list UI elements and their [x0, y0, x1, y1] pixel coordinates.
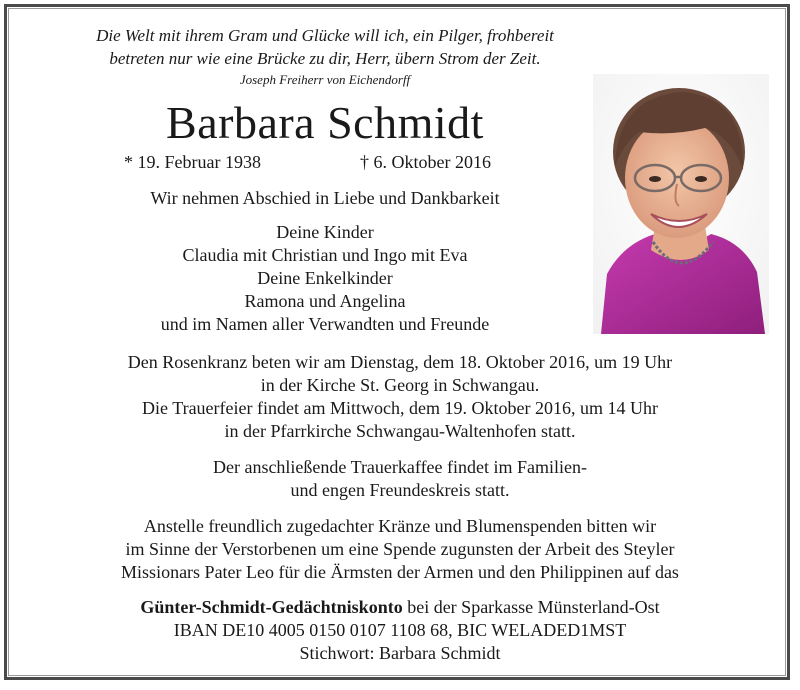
quote-line-2: betreten nur wie eine Brücke zu dir, Herr, übern Strom der Zeit. [109, 49, 541, 68]
mourner-line: und im Namen aller Verwandten und Freunde [160, 314, 490, 334]
service-line: Die Trauerfeier findet am Mittwoch, dem 19. Oktober 2016, um 14 Uhr [142, 398, 658, 418]
mourner-line: Deine Kinder [276, 222, 374, 242]
donation-line: Missionars Pater Leo für die Ärmsten der Armen und den Philippinen auf das [121, 562, 679, 582]
death-date: † 6. Oktober 2016 [360, 152, 491, 172]
service-line: in der Kirche St. Georg in Schwangau. [260, 375, 540, 395]
quote-line-1: Die Welt mit ihrem Gram und Glücke will ich, ein Pilger, frohbereit [96, 26, 554, 45]
reception-line: und engen Freundeskreis statt. [290, 480, 510, 500]
portrait-photo [593, 74, 769, 334]
account-name: Günter-Schmidt-Gedächtniskonto [140, 597, 403, 617]
account-iban-bic: IBAN DE10 4005 0150 0107 1108 68, BIC WELADED1MST [173, 620, 627, 640]
farewell-text: Wir nehmen Abschied in Liebe und Dankbarkeit [150, 188, 500, 208]
mourner-line: Claudia mit Christian und Ingo mit Eva [182, 245, 468, 265]
portrait-illustration [593, 74, 769, 334]
quote-author: Joseph Freiherr von Eichendorff [239, 72, 411, 87]
mourner-line: Deine Enkelkinder [257, 268, 393, 288]
service-line: Den Rosenkranz beten wir am Dienstag, dem 18. Oktober 2016, um 19 Uhr [127, 352, 673, 372]
donation-keyword: Stichwort: Barbara Schmidt [299, 643, 501, 663]
donation-line: Anstelle freundlich zugedachter Kränze und Blumenspenden bitten wir [143, 516, 657, 536]
donation-line: im Sinne der Verstorbenen um eine Spende zugunsten der Arbeit des Steyler [125, 539, 675, 559]
reception-line: Der anschließende Trauerkaffee findet im Familien- [212, 457, 588, 477]
account-line [0, 597, 800, 618]
deceased-name: Barbara Schmidt [166, 97, 484, 148]
mourner-line: Ramona und Angelina [244, 291, 406, 311]
service-line: in der Pfarrkirche Schwangau-Waltenhofen statt. [224, 421, 576, 441]
birth-date: * 19. Februar 1938 [124, 152, 261, 172]
account-bank: bei der Sparkasse Münsterland-Ost [402, 597, 660, 617]
